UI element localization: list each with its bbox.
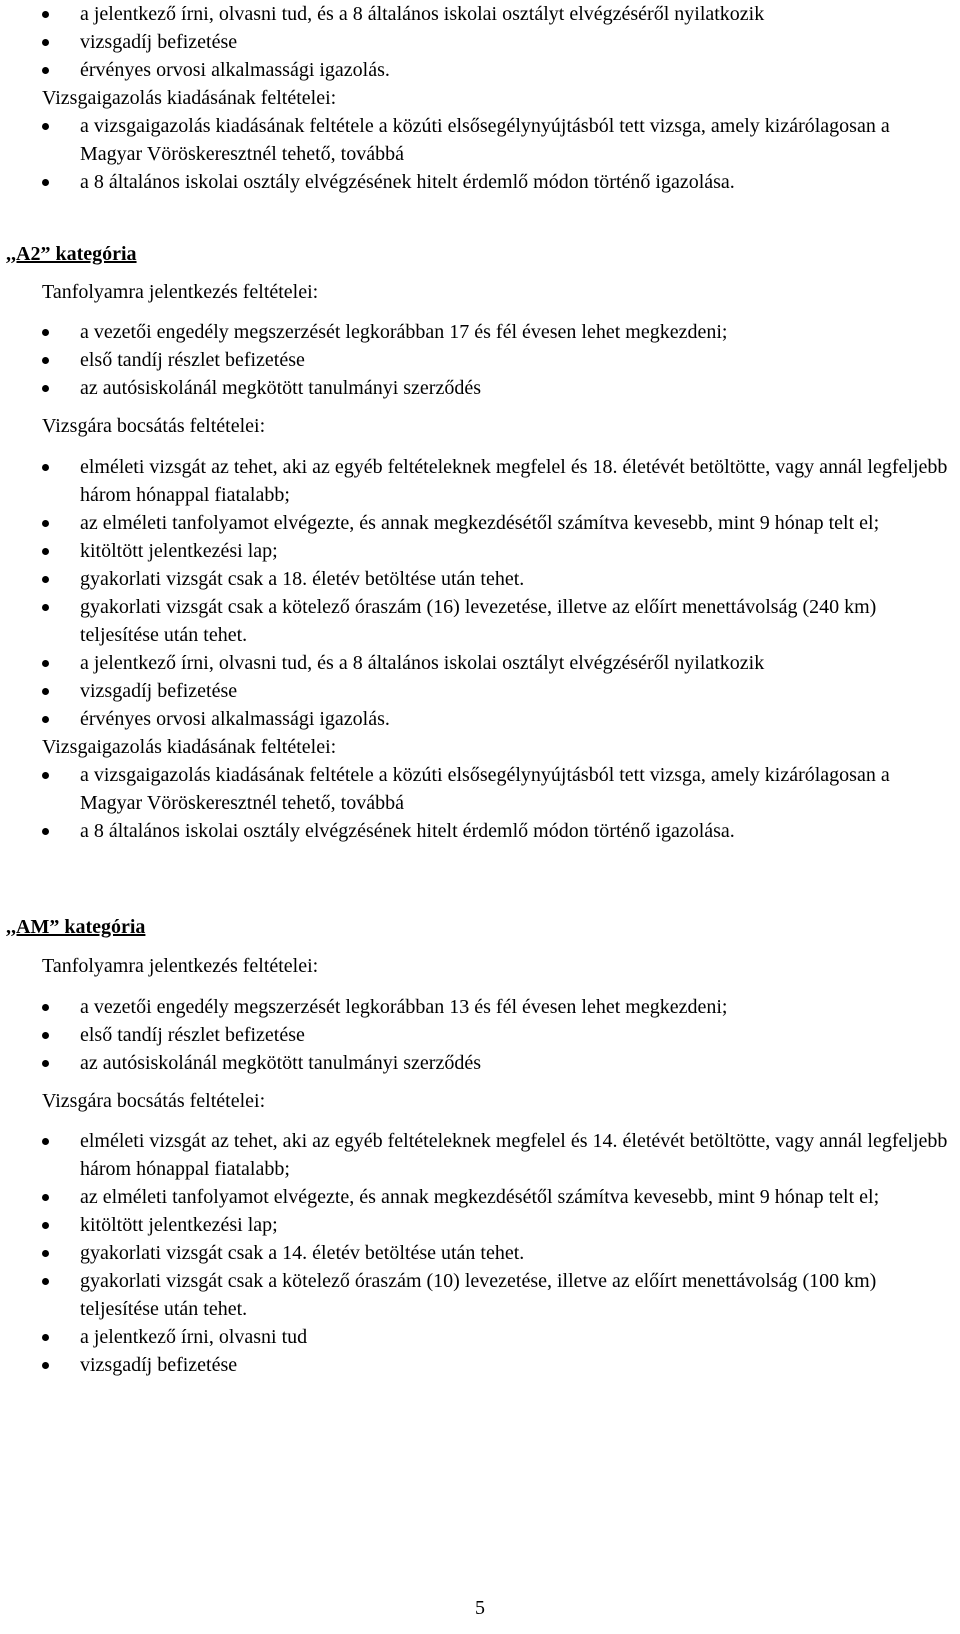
list-item: az autósiskolánál megkötött tanulmányi szerződés <box>42 1049 950 1077</box>
list-item: vizsgadíj befizetése <box>42 677 950 705</box>
list-item: elméleti vizsgát az tehet, aki az egyéb feltételeknek megfelel és 18. életévét betöltötte, vagy annál legfeljebb három hónappal fiatalabb; <box>42 453 950 509</box>
list-item: gyakorlati vizsgát csak a kötelező óraszám (10) levezetése, illetve az előírt menettávolság (100 km) teljesítése után tehet. <box>42 1267 950 1323</box>
list-item: első tandíj részlet befizetése <box>42 346 950 374</box>
list-item: gyakorlati vizsgát csak a 14. életév betöltése után tehet. <box>42 1239 950 1267</box>
a2-exam-list <box>42 453 950 733</box>
am-exam-block <box>42 1127 950 1379</box>
a2-exam-heading-block <box>42 412 950 440</box>
list-item: a vezetői engedély megszerzését legkorábban 13 és fél évesen lehet megkezdeni; <box>42 993 950 1021</box>
top-section <box>42 0 950 196</box>
am-title: ,,AM” kategória <box>6 916 146 938</box>
list-item: első tandíj részlet befizetése <box>42 1021 950 1049</box>
page-number: 5 <box>475 1597 485 1619</box>
a2-exam-heading: Vizsgára bocsátás feltételei: <box>42 415 266 437</box>
list-item: az elméleti tanfolyamot elvégezte, és annak megkezdésétől számítva kevesebb, mint 9 hónap telt el; <box>42 509 950 537</box>
top-items-list <box>42 0 950 84</box>
list-item: kitöltött jelentkezési lap; <box>42 1211 950 1239</box>
list-item: vizsgadíj befizetése <box>42 28 950 56</box>
list-item: kitöltött jelentkezési lap; <box>42 537 950 565</box>
a2-cert-list <box>42 761 950 845</box>
list-item: a 8 általános iskolai osztály elvégzésének hitelt érdemlő módon történő igazolása. <box>42 168 950 196</box>
list-item: a vizsgaigazolás kiadásának feltétele a közúti elsősegélynyújtásból tett vizsga, amely kizárólagosan a Magyar Vöröskeresztnél tehető, továbbá <box>42 112 950 168</box>
am-course-list <box>42 993 950 1077</box>
list-item: a 8 általános iskolai osztály elvégzésének hitelt érdemlő módon történő igazolása. <box>42 817 950 845</box>
am-course-block <box>42 993 950 1077</box>
list-item: a vezetői engedély megszerzését legkorábban 17 és fél évesen lehet megkezdeni; <box>42 318 950 346</box>
am-course-heading: Tanfolyamra jelentkezés feltételei: <box>42 955 319 977</box>
list-item: a jelentkező írni, olvasni tud <box>42 1323 950 1351</box>
list-item: vizsgadíj befizetése <box>42 1351 950 1379</box>
list-item: elméleti vizsgát az tehet, aki az egyéb feltételeknek megfelel és 14. életévét betöltötte, vagy annál legfeljebb három hónappal fiatalabb; <box>42 1127 950 1183</box>
a2-course-block <box>42 318 950 402</box>
am-exam-heading-block <box>42 1087 950 1115</box>
top-cert-list <box>42 112 950 196</box>
list-item: az elméleti tanfolyamot elvégezte, és annak megkezdésétől számítva kevesebb, mint 9 hónap telt el; <box>42 1183 950 1211</box>
a2-course-list <box>42 318 950 402</box>
am-exam-heading: Vizsgára bocsátás feltételei: <box>42 1090 266 1112</box>
am-course-heading-block <box>42 952 950 980</box>
list-item: a jelentkező írni, olvasni tud, és a 8 általános iskolai osztályt elvégzéséről nyilatkozik <box>42 649 950 677</box>
am-exam-list <box>42 1127 950 1379</box>
list-item: gyakorlati vizsgát csak a 18. életév betöltése után tehet. <box>42 565 950 593</box>
a2-course-heading-block <box>42 278 950 306</box>
list-item: a jelentkező írni, olvasni tud, és a 8 általános iskolai osztályt elvégzéséről nyilatkozik <box>42 0 950 28</box>
a2-title: ,,A2” kategória <box>6 243 137 265</box>
list-item: érvényes orvosi alkalmassági igazolás. <box>42 56 950 84</box>
a2-cert-heading: Vizsgaigazolás kiadásának feltételei: <box>42 736 337 758</box>
list-item: gyakorlati vizsgát csak a kötelező óraszám (16) levezetése, illetve az előírt menettávolság (240 km) teljesítése után tehet. <box>42 593 950 649</box>
cert-heading: Vizsgaigazolás kiadásának feltételei: <box>42 87 337 109</box>
a2-title-block <box>6 240 950 268</box>
list-item: érvényes orvosi alkalmassági igazolás. <box>42 705 950 733</box>
list-item: az autósiskolánál megkötött tanulmányi szerződés <box>42 374 950 402</box>
list-item: a vizsgaigazolás kiadásának feltétele a közúti elsősegélynyújtásból tett vizsga, amely kizárólagosan a Magyar Vöröskeresztnél tehető, továbbá <box>42 761 950 817</box>
a2-course-heading: Tanfolyamra jelentkezés feltételei: <box>42 281 319 303</box>
am-title-block <box>6 913 950 941</box>
a2-exam-block <box>42 453 950 845</box>
